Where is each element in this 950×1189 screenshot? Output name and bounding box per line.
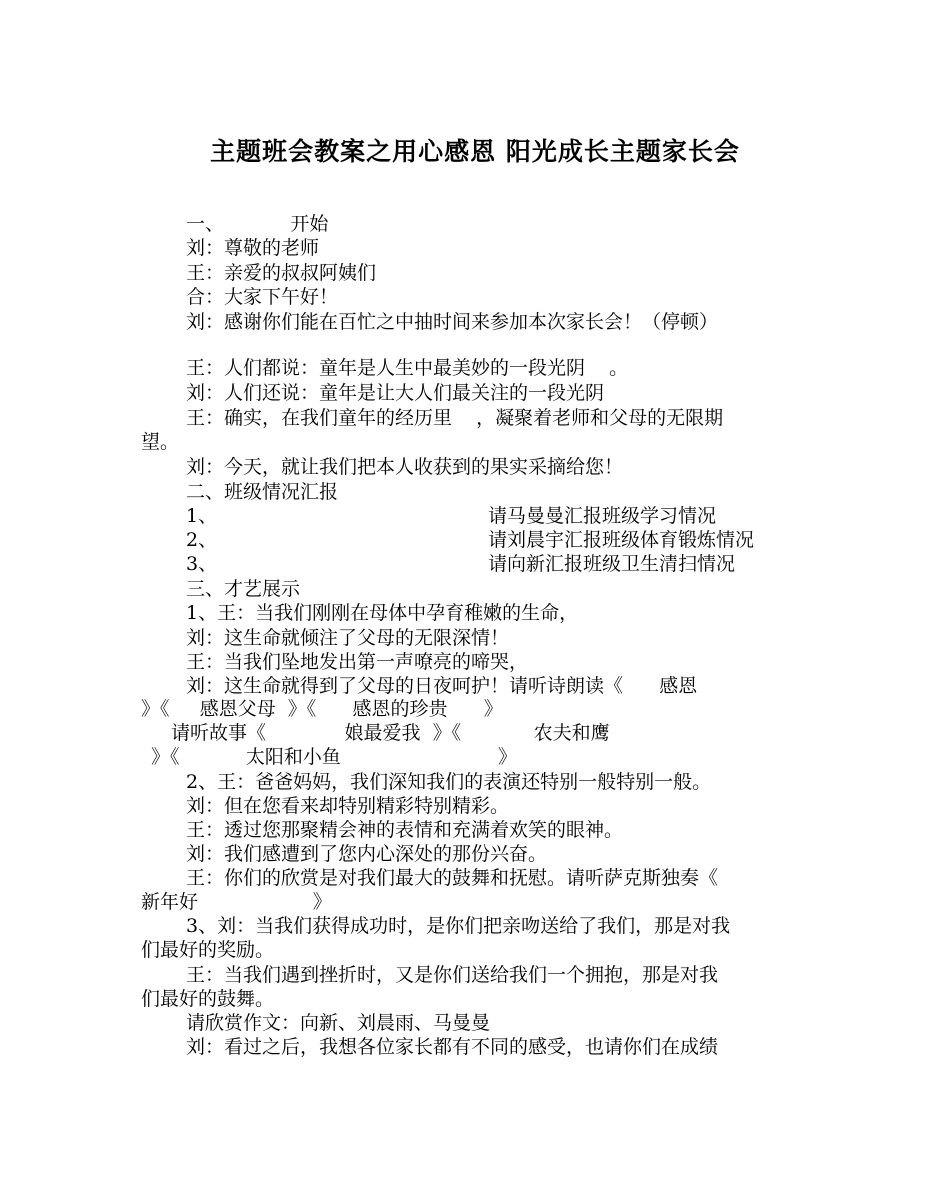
text-line: 王：透过您那聚精会神的表情和充满着欢笑的眼神。 — [186, 819, 624, 841]
text-line: 请向新汇报班级卫生清扫情况 — [488, 553, 736, 575]
text-line: 们最好的鼓舞。 — [141, 988, 275, 1010]
text-line: 请马曼曼汇报班级学习情况 — [488, 505, 717, 527]
text-line: 王：人们都说：童年是人生中最美妙的一段光阴 。 — [186, 357, 629, 379]
text-line: 请欣赏作文：向新、刘晨雨、马曼曼 — [186, 1012, 491, 1034]
text-line: 2、王：爸爸妈妈，我们深知我们的表演还特别一般特别一般。 — [186, 771, 712, 793]
text-line: 刘：尊敬的老师 — [186, 237, 320, 259]
text-line: 刘：看过之后，我想各位家长都有不同的感受，也请你们在成绩 — [186, 1036, 719, 1058]
text-line: 3、 — [186, 553, 218, 575]
text-line: 刘：但在您看来却特别精彩特别精彩。 — [186, 795, 510, 817]
text-line: 2、 — [186, 529, 218, 551]
text-line: 二、班级情况汇报 — [186, 481, 339, 503]
text-line: 王：亲爱的叔叔阿姨们 — [186, 262, 377, 284]
text-line: 刘：这生命就得到了父母的日夜呵护！请听诗朗读《 感恩 — [186, 675, 698, 697]
text-line: 刘：今天，就让我们把本人收获到的果实采摘给您！ — [186, 456, 624, 478]
text-line: 王：当我们坠地发出第一声嘹亮的啼哭， — [186, 651, 529, 673]
text-line: 王：确实，在我们童年的经历里 ，凝聚着老师和父母的无限期 — [186, 407, 724, 429]
text-line: 1、王：当我们刚刚在母体中孕育稚嫩的生命， — [186, 602, 579, 624]
text-line: 》《 感恩父母 》《 感恩的珍贵 》 — [141, 698, 503, 720]
text-line: 新年好 》 — [141, 891, 332, 913]
text-line: 合：大家下午好！ — [186, 286, 339, 308]
text-line: 》《 太阳和小鱼 》 — [151, 746, 517, 768]
text-line: 3、刘：当我们获得成功时，是你们把亲吻送给了我们，那是对我 — [186, 915, 731, 937]
text-line: 请刘晨宇汇报班级体育锻炼情况 — [488, 529, 755, 551]
text-line: 一、 开始 — [186, 213, 329, 235]
text-line: 三、才艺展示 — [186, 578, 301, 600]
text-line: 刘：感谢你们能在百忙之中抽时间来参加本次家长会！（停顿） — [186, 311, 719, 333]
text-line: 望。 — [141, 431, 180, 453]
text-line: 王：当我们遇到挫折时，又是你们送给我们一个拥抱，那是对我 — [186, 964, 719, 986]
text-line: 们最好的奖励。 — [141, 939, 275, 961]
document-title: 主题班会教案之用心感恩 阳光成长主题家长会 — [210, 137, 740, 166]
text-line: 刘：这生命就倾注了父母的无限深情！ — [186, 627, 510, 649]
text-line: 刘：人们还说：童年是让大人们最关注的一段光阴 — [186, 382, 605, 404]
text-line: 王：你们的欣赏是对我们最大的鼓舞和抚慰。请听萨克斯独奏《 — [186, 867, 719, 889]
text-line: 刘：我们感遭到了您内心深处的那份兴奋。 — [186, 843, 548, 865]
text-line: 请听故事《 娘最爱我 》《 农夫和鹰 — [171, 722, 610, 744]
text-line: 1、 — [186, 505, 218, 527]
